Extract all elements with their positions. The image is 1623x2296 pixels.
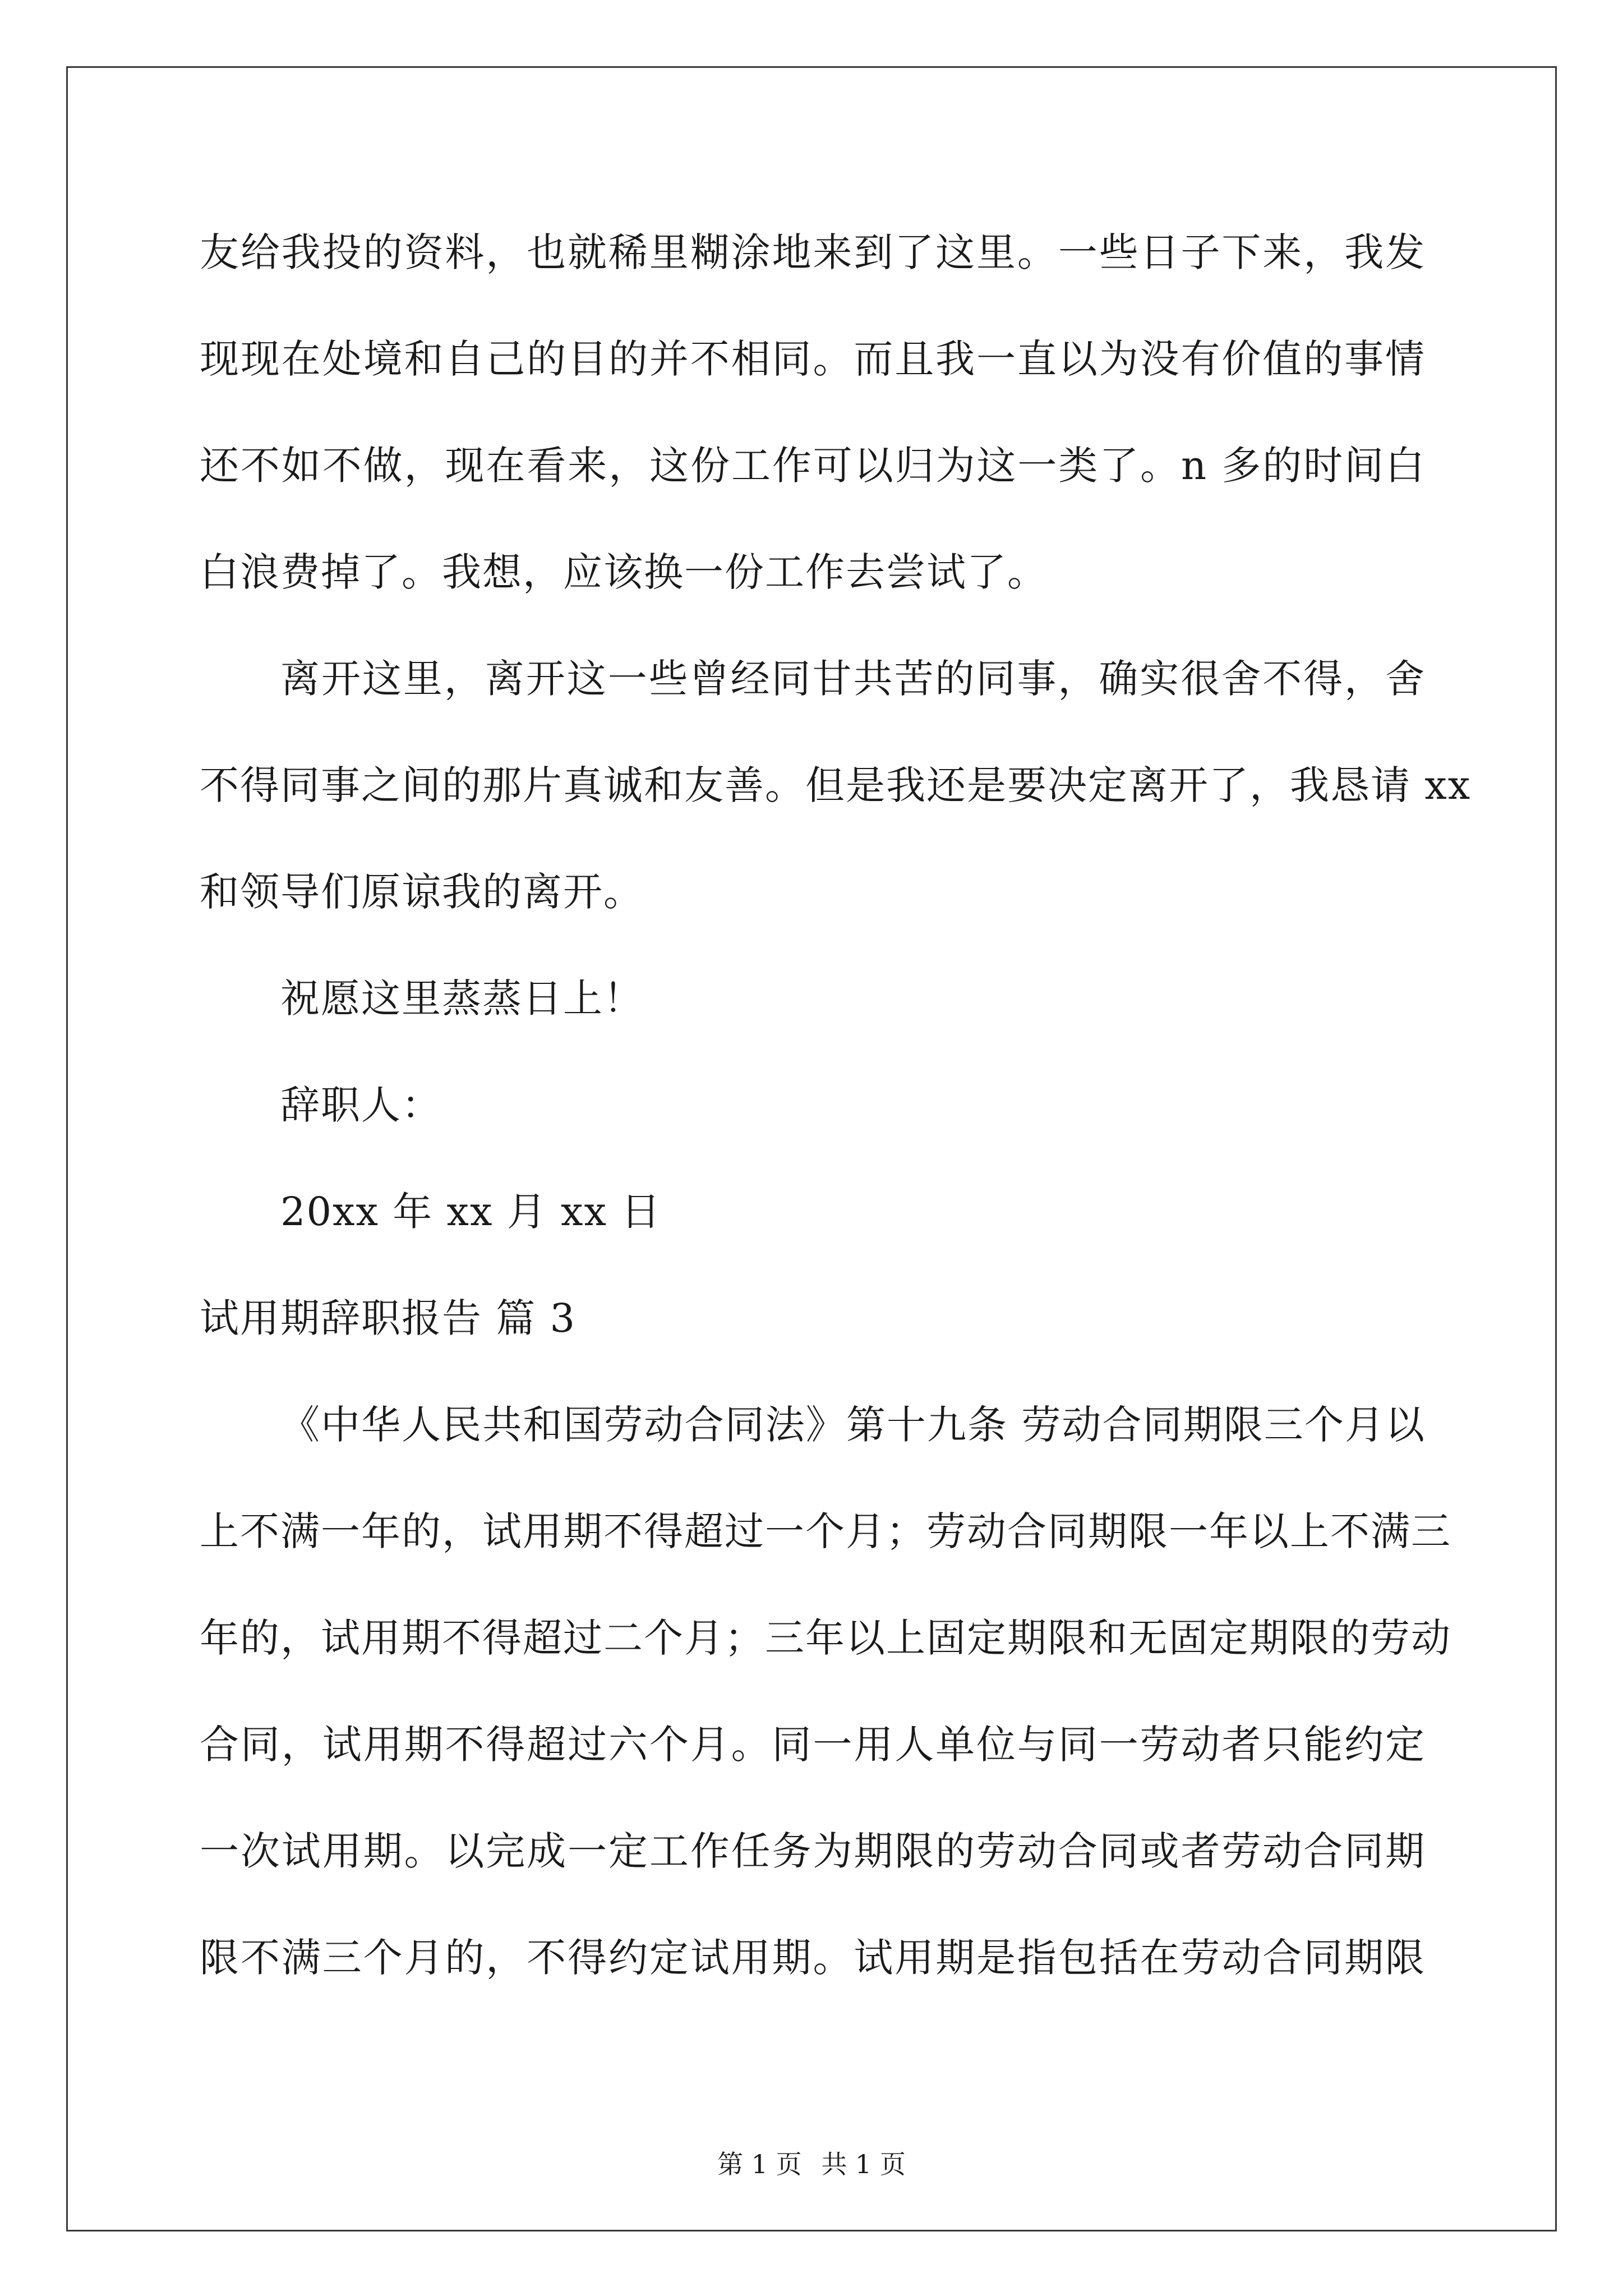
body-line: 不得同事之间的那片真诚和友善。但是我还是要决定离开了，我恳请 xx — [200, 762, 1472, 808]
date-line: 20xx 年 xx 月 xx 日 — [280, 1189, 662, 1235]
paragraph-first-line: 《中华人民共和国劳动合同法》第十九条 劳动合同期限三个月以 — [280, 1402, 1426, 1448]
body-line: 白浪费掉了。我想，应该换一份工作去尝试了。 — [200, 549, 1048, 595]
page-border — [66, 66, 1557, 2231]
body-line: 年的，试用期不得超过二个月；三年以上固定期限和无固定期限的劳动 — [200, 1615, 1451, 1661]
body-line: 一次试用期。以完成一定工作任务为期限的劳动合同或者劳动合同期 — [200, 1828, 1426, 1874]
body-line: 合同，试用期不得超过六个月。同一用人单位与同一劳动者只能约定 — [200, 1722, 1426, 1768]
body-line: 友给我投的资料，也就稀里糊涂地来到了这里。一些日子下来，我发 — [200, 229, 1426, 275]
page-number: 第 1 页 — [717, 2149, 802, 2179]
body-line: 和领导们原谅我的离开。 — [200, 869, 644, 915]
signature-label: 辞职人： — [280, 1082, 442, 1128]
section-heading: 试用期辞职报告 篇 3 — [200, 1295, 577, 1341]
paragraph-first-line: 离开这里，离开这一些曾经同甘共苦的同事，确实很舍不得，舍 — [280, 656, 1426, 702]
page-total: 共 1 页 — [821, 2149, 906, 2179]
body-line: 限不满三个月的，不得约定试用期。试用期是指包括在劳动合同期限 — [200, 1935, 1426, 1981]
body-line: 还不如不做，现在看来，这份工作可以归为这一类了。n 多的时间白 — [200, 443, 1426, 489]
closing-wish: 祝愿这里蒸蒸日上！ — [280, 976, 644, 1022]
body-line: 上不满一年的，试用期不得超过一个月；劳动合同期限一年以上不满三 — [200, 1508, 1451, 1554]
page-footer — [0, 2147, 1623, 2181]
body-line: 现现在处境和自己的目的并不相同。而且我一直以为没有价值的事情 — [200, 336, 1426, 382]
